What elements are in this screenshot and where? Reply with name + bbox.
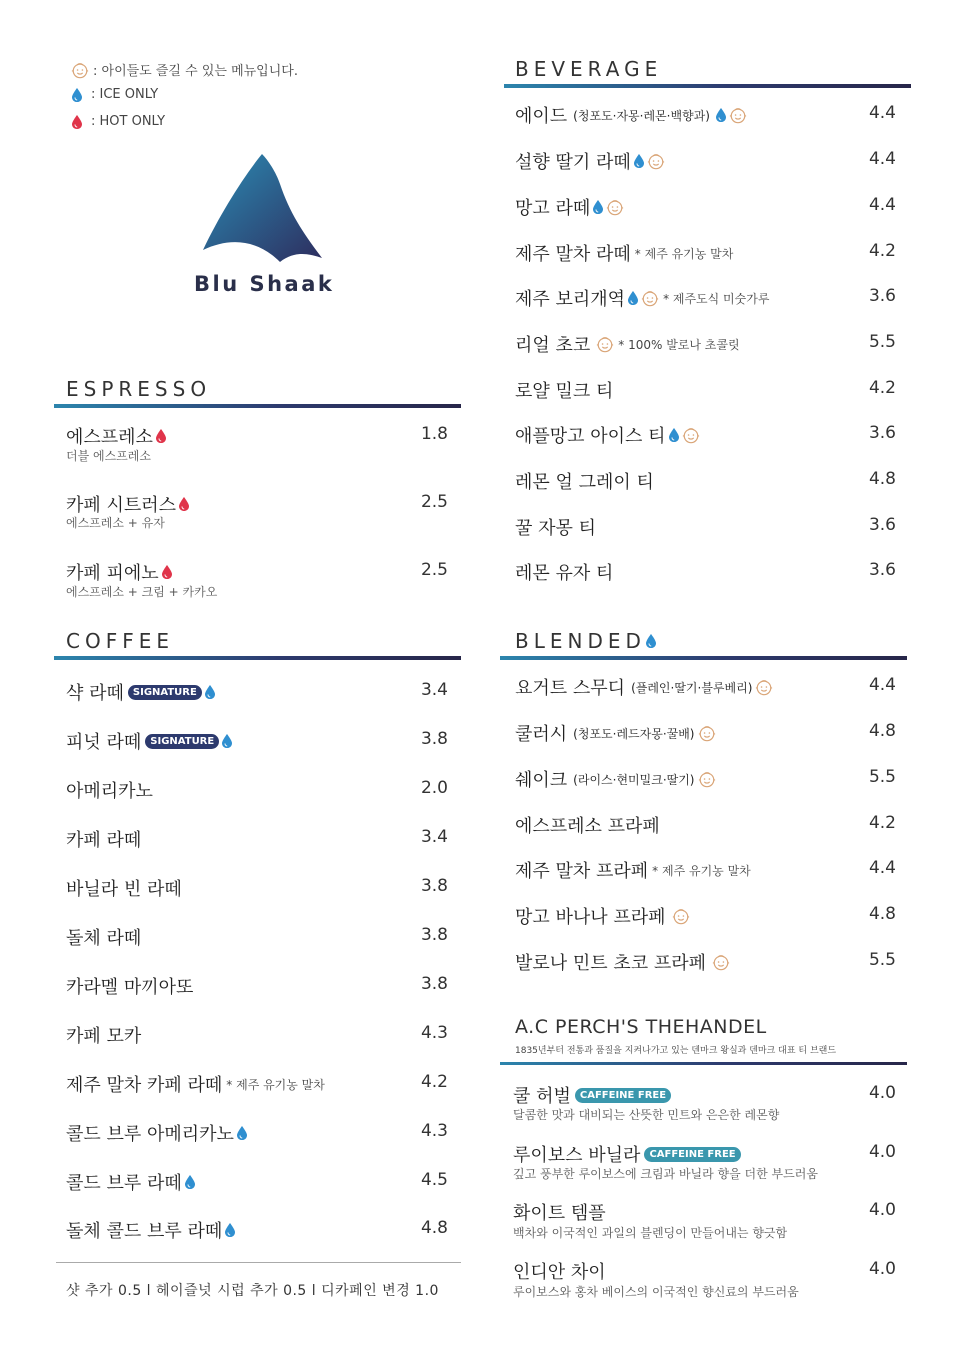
caffeine-free-badge: CAFFEINE FREE — [575, 1088, 671, 1103]
tea-item — [513, 1199, 606, 1225]
item-price: 2.5 — [420, 492, 448, 512]
item-name: 피넛 라떼 — [66, 732, 142, 753]
item-price: 4.0 — [868, 1083, 896, 1103]
shark-fin-logo-icon — [200, 154, 325, 266]
item-price: 4.4 — [868, 149, 896, 169]
item-desc: 달콤한 맛과 대비되는 산뜻한 민트와 은은한 레몬향 — [513, 1108, 780, 1122]
item-options: (청포도·자몽·레몬·백향과) — [573, 108, 710, 123]
ice-drop-icon — [628, 291, 638, 305]
caffeine-free-badge: CAFFEINE FREE — [644, 1147, 740, 1162]
item-name: 요거트 스무디 — [515, 678, 626, 699]
item-price: 3.6 — [868, 423, 896, 443]
beverage-item — [515, 331, 740, 357]
hot-drop-icon — [179, 497, 189, 511]
kids-face-icon — [647, 152, 665, 170]
item-name: 에스프레소 — [66, 427, 153, 448]
item-name: 카페 라떼 — [66, 830, 142, 851]
ice-drop-icon — [185, 1175, 195, 1189]
item-name: 아메리카노 — [66, 781, 153, 802]
item-name: 콜드 브루 라떼 — [66, 1173, 182, 1194]
legend-ice-text: : ICE ONLY — [91, 87, 159, 102]
item-name: 루이보스 바닐라 — [513, 1145, 641, 1166]
blended-heading — [515, 629, 656, 653]
item-name: 에스프레소 프라페 — [515, 816, 660, 837]
beverage-item — [515, 240, 733, 266]
item-note: * 제주 유기농 말차 — [226, 1077, 325, 1092]
ice-drop-icon — [716, 108, 726, 122]
item-price: 4.5 — [420, 1170, 448, 1190]
item-desc: 더블 에스프레소 — [66, 449, 151, 463]
kids-face-icon — [682, 426, 700, 444]
blended-title: BLENDED — [515, 629, 646, 653]
beverage-item — [515, 377, 613, 403]
coffee-item — [66, 1217, 235, 1243]
item-name: 애플망고 아이스 티 — [515, 426, 666, 447]
coffee-item — [66, 777, 153, 803]
item-name: 바닐라 빈 라떼 — [66, 879, 182, 900]
coffee-item — [66, 1071, 325, 1097]
item-price: 4.0 — [868, 1259, 896, 1279]
ice-drop-icon — [225, 1223, 235, 1237]
tea-divider — [500, 1062, 907, 1065]
item-name: 화이트 템플 — [513, 1203, 606, 1224]
legend-kids — [68, 60, 298, 79]
kids-face-icon — [71, 61, 89, 79]
item-price: 3.4 — [420, 680, 448, 700]
item-name: 로얄 밀크 티 — [515, 381, 614, 402]
blended-item — [515, 812, 660, 838]
item-name: 제주 말차 라떼 — [515, 244, 631, 265]
item-name: 레몬 얼 그레이 티 — [515, 472, 654, 493]
blended-item — [515, 857, 751, 883]
blended-item — [515, 766, 716, 792]
beverage-item — [515, 285, 769, 311]
tea-item — [513, 1082, 671, 1108]
beverage-item — [515, 559, 613, 585]
item-name: 제주 말차 프라페 — [515, 861, 649, 882]
coffee-item — [66, 728, 232, 754]
item-name: 망고 바나나 프라페 — [515, 907, 666, 928]
blended-item — [515, 903, 690, 929]
item-name: 인디안 차이 — [513, 1262, 606, 1283]
item-name: 돌체 라떼 — [66, 928, 142, 949]
item-price: 3.8 — [420, 876, 448, 896]
item-desc: 백차와 이국적인 과일의 블렌딩이 만들어내는 향긋함 — [513, 1226, 788, 1240]
item-price: 3.6 — [868, 560, 896, 580]
legend-kids-text: : 아이들도 즐길 수 있는 메뉴입니다. — [93, 64, 298, 79]
item-name: 카페 피에노 — [66, 563, 159, 584]
espresso-divider — [54, 404, 461, 408]
item-price: 4.3 — [420, 1121, 448, 1141]
item-price: 4.4 — [868, 858, 896, 878]
item-price: 4.2 — [420, 1072, 448, 1092]
item-name: 발로나 민트 초코 프라페 — [515, 953, 707, 974]
coffee-item — [66, 679, 215, 705]
item-price: 4.8 — [868, 904, 896, 924]
item-note: * 제주 유기농 말차 — [634, 246, 734, 261]
beverage-item — [515, 468, 654, 494]
kids-face-icon — [729, 106, 747, 124]
beverage-item — [515, 194, 624, 220]
item-name: 제주 보리개역 — [515, 289, 626, 310]
item-price: 4.8 — [868, 469, 896, 489]
blended-item — [515, 674, 773, 700]
beverage-divider — [504, 84, 911, 88]
hot-drop-icon — [162, 565, 172, 579]
kids-face-icon — [698, 724, 716, 742]
item-name: 레몬 유자 티 — [515, 563, 614, 584]
item-name: 설향 딸기 라떼 — [515, 152, 631, 173]
item-name: 콜드 브루 아메리카노 — [66, 1124, 234, 1145]
beverage-item — [515, 148, 665, 174]
blended-item — [515, 949, 730, 975]
item-name: 카페 시트러스 — [66, 495, 177, 516]
kids-face-icon — [755, 678, 773, 696]
coffee-item — [66, 1169, 195, 1195]
item-name: 카라멜 마끼아또 — [66, 977, 194, 998]
kids-face-icon — [596, 335, 614, 353]
item-name: 에이드 — [515, 106, 568, 127]
item-price: 2.0 — [420, 778, 448, 798]
tea-item — [513, 1141, 741, 1167]
item-note: * 100% 발로나 초콜릿 — [618, 337, 740, 352]
coffee-item — [66, 1022, 141, 1048]
item-name: 돌체 콜드 브루 라떼 — [66, 1221, 223, 1242]
item-price: 4.0 — [868, 1142, 896, 1162]
coffee-options-footer: 샷 추가 0.5 l 헤이즐넛 시럽 추가 0.5 l 디카페인 변경 1.0 — [66, 1283, 439, 1299]
beverage-item — [515, 422, 700, 448]
ice-drop-icon — [205, 685, 215, 699]
brand-name: Blu Shaak — [194, 272, 335, 296]
ice-drop-icon — [669, 428, 679, 442]
coffee-item — [66, 1120, 247, 1146]
item-price: 4.4 — [868, 195, 896, 215]
item-price: 4.2 — [868, 378, 896, 398]
ice-drop-icon — [222, 734, 232, 748]
item-price: 3.8 — [420, 925, 448, 945]
blended-item — [515, 720, 716, 746]
tea-brand-subtitle: 1835년부터 전통과 품질을 지켜나가고 있는 덴마크 왕실과 덴마크 대표 티 브랜드 — [515, 1046, 837, 1056]
espresso-item — [66, 559, 172, 585]
tea-item — [513, 1258, 606, 1284]
espresso-title: ESPRESSO — [66, 377, 212, 401]
item-price: 4.4 — [868, 103, 896, 123]
item-price: 3.6 — [868, 515, 896, 535]
item-price: 3.4 — [420, 827, 448, 847]
item-name: 리얼 초코 — [515, 335, 591, 356]
item-price: 4.2 — [868, 813, 896, 833]
espresso-item — [66, 423, 166, 449]
hot-drop-icon — [72, 115, 82, 129]
blended-divider — [500, 656, 907, 660]
item-desc: 에스프레소 + 유자 — [66, 516, 165, 530]
item-price: 4.0 — [868, 1200, 896, 1220]
item-price: 4.4 — [868, 675, 896, 695]
item-note: * 제주도식 미숫가루 — [663, 291, 770, 306]
item-price: 5.5 — [868, 950, 896, 970]
ice-drop-icon — [237, 1126, 247, 1140]
item-price: 3.6 — [868, 286, 896, 306]
item-price: 4.8 — [868, 721, 896, 741]
tea-brand-title: A.C PERCH'S THEHANDEL — [515, 1016, 767, 1038]
item-desc: 에스프레소 + 크림 + 카카오 — [66, 585, 218, 599]
item-price: 2.5 — [420, 560, 448, 580]
kids-face-icon — [641, 289, 659, 307]
item-options: (청포도·레드자몽·꿀배) — [573, 726, 695, 741]
item-price: 3.8 — [420, 974, 448, 994]
item-price: 3.8 — [420, 729, 448, 749]
item-desc: 루이보스와 홍차 베이스의 이국적인 향신료의 부드러움 — [513, 1285, 799, 1299]
legend-hot-text: : HOT ONLY — [91, 114, 166, 129]
coffee-item — [66, 826, 141, 852]
item-price: 5.5 — [868, 767, 896, 787]
item-options: (라이스·현미밀크·딸기) — [573, 772, 695, 787]
coffee-item — [66, 875, 182, 901]
item-name: 카페 모카 — [66, 1026, 142, 1047]
kids-face-icon — [712, 953, 730, 971]
signature-badge: SIGNATURE — [128, 685, 202, 700]
kids-face-icon — [672, 907, 690, 925]
footer-divider — [56, 1262, 461, 1263]
coffee-item — [66, 973, 193, 999]
item-name: 망고 라떼 — [515, 198, 591, 219]
item-note: * 제주 유기농 말차 — [652, 863, 751, 878]
item-name: 쉐이크 — [515, 770, 568, 791]
ice-drop-icon — [646, 634, 656, 648]
kids-face-icon — [606, 198, 624, 216]
item-name: 꿀 자몽 티 — [515, 518, 596, 539]
beverage-item — [515, 514, 596, 540]
ice-drop-icon — [593, 200, 603, 214]
item-price: 4.3 — [420, 1023, 448, 1043]
item-name: 제주 말차 카페 라떼 — [66, 1075, 223, 1096]
item-name: 쿨 허벌 — [513, 1086, 571, 1107]
beverage-title: BEVERAGE — [515, 57, 663, 81]
coffee-item — [66, 924, 141, 950]
item-options: (플레인·딸기·블루베리) — [631, 680, 753, 695]
legend-ice — [68, 87, 158, 102]
item-price: 4.2 — [868, 241, 896, 261]
ice-drop-icon — [72, 88, 82, 102]
hot-drop-icon — [156, 429, 166, 443]
coffee-divider — [54, 656, 461, 660]
item-price: 4.8 — [420, 1218, 448, 1238]
signature-badge: SIGNATURE — [145, 734, 219, 749]
item-name: 샥 라떼 — [66, 683, 124, 704]
item-price: 5.5 — [868, 332, 896, 352]
legend-hot — [68, 114, 165, 129]
beverage-item — [515, 102, 747, 128]
item-name: 쿨러시 — [515, 724, 568, 745]
item-desc: 깊고 풍부한 루이보스에 크림과 바닐라 향을 더한 부드러움 — [513, 1167, 818, 1181]
coffee-title: COFFEE — [66, 629, 174, 653]
kids-face-icon — [698, 770, 716, 788]
item-price: 1.8 — [420, 424, 448, 444]
ice-drop-icon — [634, 154, 644, 168]
